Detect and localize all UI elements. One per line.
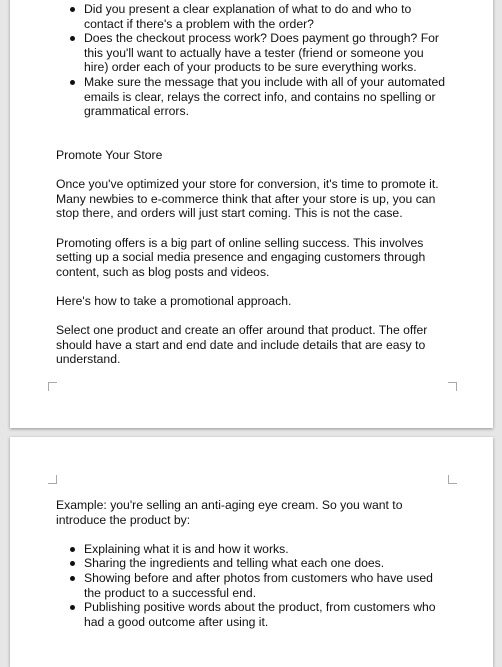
checklist-bullets <box>56 2 448 119</box>
example-bullets <box>56 542 448 630</box>
section-heading: Promote Your Store <box>56 147 163 162</box>
list-item: Showing before and after photos from customers who have used the product to a successful end. <box>84 571 448 600</box>
list-item: Sharing the ingredients and telling what each one does. <box>84 556 448 571</box>
list-item: Explaining what it is and how it works. <box>84 542 448 557</box>
paragraph: Here's how to take a promotional approach. <box>56 293 292 308</box>
margin-corner-mark <box>448 475 457 484</box>
margin-corner-mark <box>48 475 57 484</box>
document-page-2 <box>10 437 493 667</box>
list-item: Does the checkout process work? Does payment go through? For this you'll want to actually have a tester (friend or someone you hire) order each of your products to be sure everything works. <box>84 31 448 75</box>
margin-corner-mark <box>48 382 57 391</box>
page-2-text-body[interactable] <box>56 498 448 629</box>
paragraph: Example: you're selling an anti-aging eye cream. So you want to introduce the product by: <box>56 498 403 527</box>
paragraph: Once you've optimized your store for conversion, it's time to promote it. Many newbies to e-commerce think that after your store is up, you can stop there, and orders will just start coming. This is not the case. <box>56 177 439 221</box>
list-item: Publishing positive words about the product, from customers who had a good outcome after using it. <box>84 600 448 629</box>
list-item: Did you present a clear explanation of what to do and who to contact if there's a problem with the order? <box>84 2 448 31</box>
margin-corner-mark <box>448 382 457 391</box>
paragraph: Promoting offers is a big part of online selling success. This involves setting up a social media presence and engaging customers through content, such as blog posts and videos. <box>56 235 426 279</box>
document-page-1 <box>10 0 493 428</box>
page-1-text-body[interactable] <box>56 2 448 367</box>
paragraph: Select one product and create an offer around that product. The offer should have a start and end date and include details that are easy to understand. <box>56 323 428 367</box>
list-item: Make sure the message that you include with all of your automated emails is clear, relays the correct info, and contains no spelling or grammatical errors. <box>84 75 448 119</box>
